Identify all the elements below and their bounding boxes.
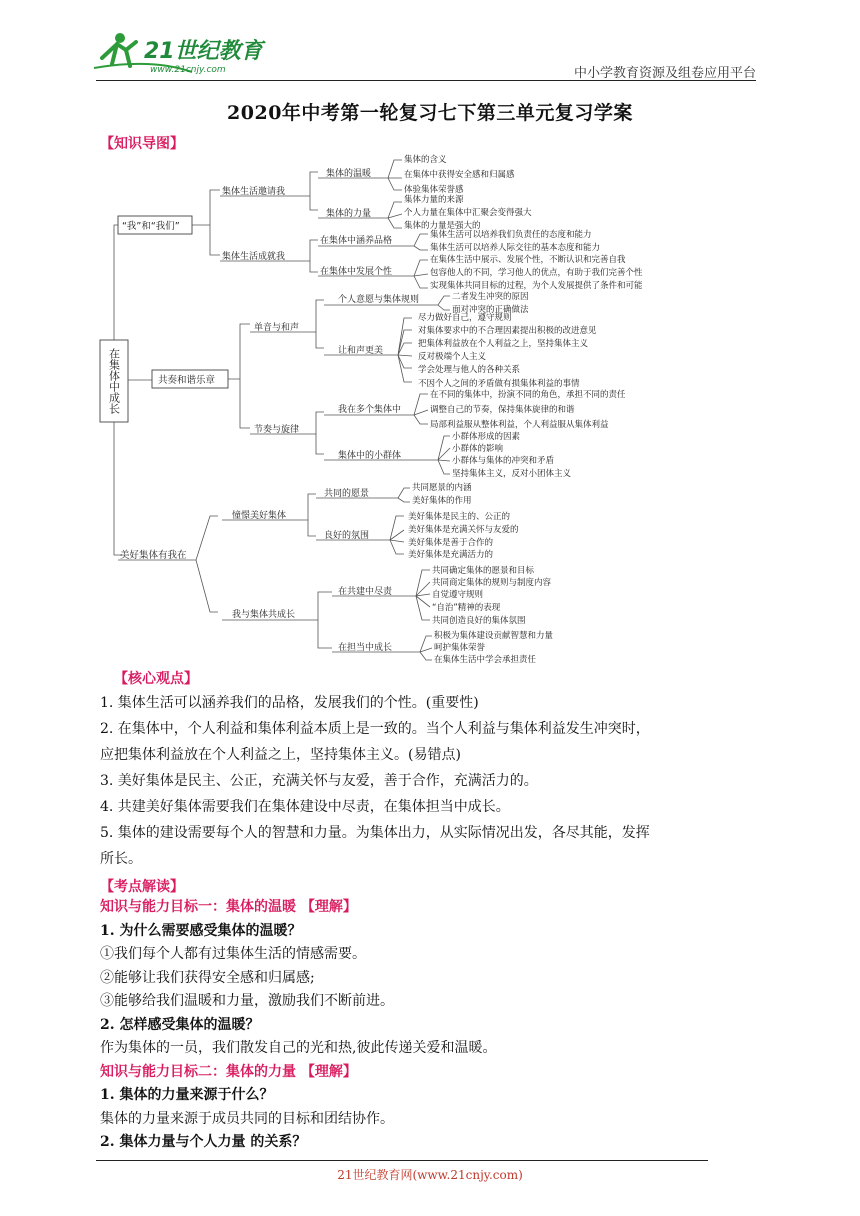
core-point: 5. 集体的建设需要每个人的智慧和力量。为集体出力，从实际情况出发，各尽其能，发挥 <box>100 825 650 841</box>
mindmap-node: 面对冲突的正确做法 <box>452 305 529 315</box>
mindmap-node: 反对极端个人主义 <box>418 352 487 362</box>
mindmap-node: 共同确定集体的愿景和目标 <box>432 566 535 576</box>
mindmap-node: 良好的氛围 <box>324 531 370 541</box>
mindmap-node: 在不同的集体中，扮演不同的角色，承担不同的责任 <box>430 390 626 400</box>
question: 1. 集体的力量来源于什么？ <box>100 1087 274 1103</box>
question: 2. 怎样感受集体的温暖？ <box>100 1016 260 1033</box>
mindmap-node: 共同的愿景 <box>324 489 370 499</box>
footer-divider <box>96 1160 708 1161</box>
mindmap-node: 集体生活可以培养我们负责任的态度和能力 <box>430 230 592 240</box>
section-knowledge-map: 【知识导图】 <box>100 136 184 152</box>
mindmap-node: 个人力量在集体中汇聚会变得强大 <box>404 208 532 218</box>
mindmap-node: 单音与和声 <box>254 323 300 333</box>
mindmap-node: 自觉遵守规则 <box>432 590 484 600</box>
answer-line: 集体的力量来源于成员共同的目标和团结协作。 <box>100 1110 394 1127</box>
answer-line: ①我们每个人都有过集体生活的情感需要。 <box>100 946 366 962</box>
mindmap-root: 在集体中成长 <box>107 348 121 414</box>
mindmap-node: 集体力量的来源 <box>404 195 464 205</box>
mindmap-node: 集体的力量是强大的 <box>404 221 481 231</box>
logo-text: 21世纪教育 <box>144 39 263 64</box>
core-point: 3. 美好集体是民主、公正，充满关怀与友爱，善于合作，充满活力的。 <box>100 773 538 789</box>
mindmap-node: 小群体形成的因素 <box>452 432 521 442</box>
mindmap-node: 憧憬美好集体 <box>232 511 287 521</box>
mindmap-node: 包容他人的不同，学习他人的优点，有助于我们完善个性 <box>430 268 643 278</box>
logo-url: www.21cnjy.com <box>150 65 226 75</box>
mindmap-node: “自治”精神的表现 <box>432 603 501 613</box>
mindmap-node: 不因个人之间的矛盾做有损集体利益的事情 <box>418 379 580 389</box>
section-core-views: 【核心观点】 <box>114 671 198 687</box>
mindmap-node: 让和声更美 <box>338 346 384 356</box>
mindmap-node: 美好集体是充满关怀与友爱的 <box>408 525 519 535</box>
mindmap-node: 个人意愿与集体规则 <box>338 295 420 305</box>
mindmap-node: 集体生活可以培养人际交往的基本态度和能力 <box>430 243 601 253</box>
mindmap-node: 把集体利益放在个人利益之上，坚持集体主义 <box>418 339 589 349</box>
header-divider <box>96 80 756 81</box>
mindmap-node: 美好集体是民主的、公正的 <box>408 512 511 522</box>
core-point: 4. 共建美好集体需要我们在集体建设中尽责，在集体担当中成长。 <box>100 799 510 815</box>
goal-heading: 知识与能力目标二：集体的力量 【理解】 <box>100 1063 357 1080</box>
mindmap-node: 节奏与旋律 <box>254 425 300 435</box>
header-platform-text: 中小学教育资源及组卷应用平台 <box>573 66 756 81</box>
mindmap-node: 实现集体共同目标的过程，为个人发展提供了条件和可能 <box>430 281 643 291</box>
mindmap-b3: 美好集体有我在 <box>120 550 187 561</box>
answer-line: ②能够让我们获得安全感和归属感; <box>100 969 315 986</box>
mindmap-node: 集体的含义 <box>404 155 447 165</box>
question: 2. 集体力量与个人力量 的关系？ <box>100 1134 307 1150</box>
answer-line: 作为集体的一员，我们散发自己的光和热,彼此传递关爱和温暖。 <box>100 1040 497 1056</box>
mindmap-node: 在集体中涵养品格 <box>320 236 393 246</box>
mindmap-node: 在集体中发展个性 <box>320 267 393 277</box>
mindmap-node: 集体生活成就我 <box>222 252 286 262</box>
mindmap-node: 坚持集体主义，反对小团体主义 <box>452 469 572 479</box>
mindmap-node: 美好集体是善于合作的 <box>408 538 494 548</box>
mindmap-node: 呵护集体荣誉 <box>434 643 486 653</box>
mindmap-node: 集体的力量 <box>326 209 372 219</box>
mindmap-node: 美好集体是充满活力的 <box>408 550 494 560</box>
mindmap-node: 积极为集体建设贡献智慧和力量 <box>434 631 554 641</box>
mindmap-node: 小群体的影响 <box>452 444 504 454</box>
mindmap-node: 集体中的小群体 <box>338 451 402 461</box>
mindmap-node: 共同商定集体的规则与制度内容 <box>432 578 552 588</box>
core-point: 应把集体利益放在个人利益之上，坚持集体主义。(易错点) <box>100 747 461 763</box>
mindmap-node: 我与集体共成长 <box>232 610 296 620</box>
section-exam-points: 【考点解读】 <box>100 879 184 895</box>
mindmap-b2: 共奏和谐乐章 <box>158 375 216 386</box>
core-point: 2. 在集体中，个人利益和集体利益本质上是一致的。当个人利益与集体利益发生冲突时， <box>100 721 650 737</box>
mindmap-node: 集体的温暖 <box>326 169 372 179</box>
mindmap-node: 小群体与集体的冲突和矛盾 <box>452 456 555 466</box>
mindmap-node: 在共建中尽责 <box>338 587 393 597</box>
mindmap-b1-1: 集体生活邀请我 <box>222 187 286 197</box>
mindmap-node: 共同创造良好的集体氛围 <box>432 616 526 626</box>
mindmap-node: 在集体生活中学会承担责任 <box>434 655 537 665</box>
mindmap-b1: “我”和“我们” <box>122 221 180 232</box>
core-point: 所长。 <box>100 851 142 867</box>
knowledge-mindmap <box>98 150 698 670</box>
site-logo <box>92 28 267 78</box>
mindmap-node: 我在多个集体中 <box>338 405 402 415</box>
mindmap-node: 美好集体的作用 <box>412 496 472 506</box>
mindmap-node: 二者发生冲突的原因 <box>452 292 529 302</box>
core-points <box>100 690 760 872</box>
mindmap-node: 尽力做好自己，遵守规则 <box>418 313 512 323</box>
mindmap-node: 在集体中获得安全感和归属感 <box>404 170 515 180</box>
mindmap-node: 学会处理与他人的各种关系 <box>418 365 521 375</box>
mindmap-node: 共同愿景的内涵 <box>412 483 472 493</box>
mindmap-node: 调整自己的节奏，保持集体旋律的和谐 <box>430 405 575 415</box>
mindmap-node: 在担当中成长 <box>338 643 393 653</box>
goal-heading: 知识与能力目标一：集体的温暖 【理解】 <box>100 899 357 915</box>
page-title: 2020年中考第一轮复习七下第三单元复习学案 <box>227 102 633 124</box>
mindmap-node: 局部利益服从整体利益，个人利益服从集体利益 <box>430 420 609 430</box>
mindmap-node: 对集体要求中的不合理因素提出积极的改进意见 <box>418 326 597 336</box>
exam-content <box>100 896 760 1155</box>
footer-link[interactable]: 21世纪教育网(www.21cnjy.com) <box>337 1168 523 1182</box>
answer-line: ③能够给我们温暖和力量，激励我们不断前进。 <box>100 993 394 1009</box>
mindmap-node: 体验集体荣誉感 <box>404 185 464 195</box>
core-point: 1. 集体生活可以涵养我们的品格，发展我们的个性。(重要性) <box>100 695 479 711</box>
question: 1. 为什么需要感受集体的温暖？ <box>100 922 302 939</box>
mindmap-node: 在集体生活中展示、发展个性，不断认识和完善自我 <box>430 255 626 265</box>
